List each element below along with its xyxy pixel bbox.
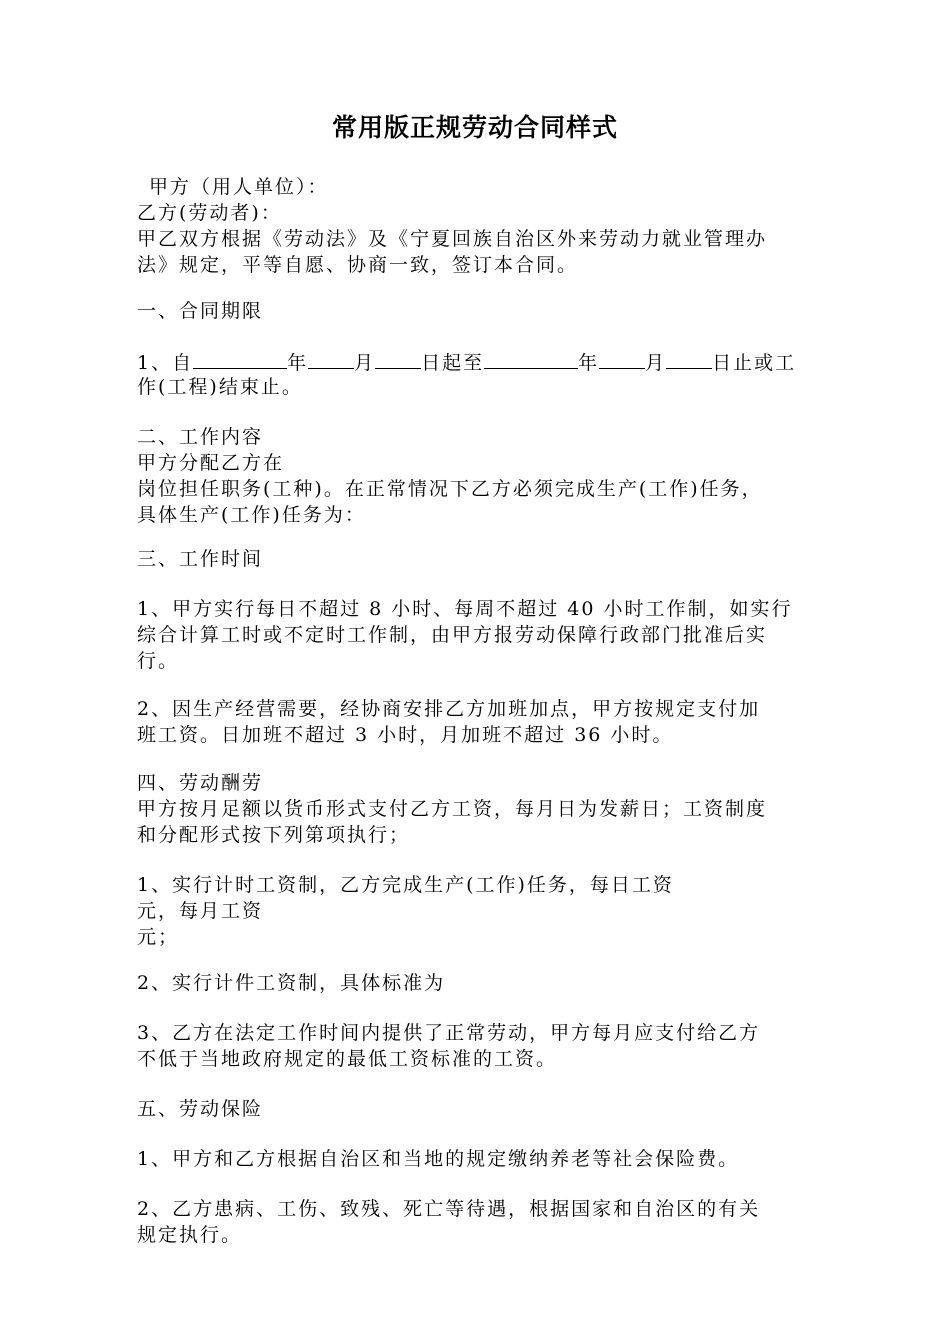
paragraph-line: 规定执行。 — [137, 1224, 243, 1246]
preamble-line-1: 甲乙双方根据《劳动法》及《宁夏回族自治区外来劳动力就业管理办 — [137, 228, 768, 250]
section-1-item-1 — [137, 348, 817, 400]
section-heading: 四、劳动酬劳 — [137, 772, 264, 794]
work-content-line-3: 具体生产(工作)任务为： — [137, 504, 366, 526]
section-3-item-2 — [137, 696, 817, 748]
section-1-heading — [137, 298, 817, 324]
term-prefix: 1、自 — [137, 352, 194, 374]
paragraph-line: 3、乙方在法定工作时间内提供了正常劳动，甲方每月应支付给乙方 — [137, 1022, 761, 1044]
paragraph-line: 班工资。日加班不超过 3 小时，月加班不超过 36 小时。 — [137, 724, 674, 746]
section-5-heading — [137, 1096, 817, 1122]
section-3-item-1 — [137, 596, 817, 674]
paragraph-line: 甲方按月足额以货币形式支付乙方工资，每月日为发薪日；工资制度 — [137, 798, 768, 820]
paragraph-line: 1、实行计时工资制，乙方完成生产(工作)任务，每日工资 — [137, 874, 674, 896]
party-a-line: 甲方（用人单位）： — [149, 176, 329, 198]
end-day-blank[interactable] — [666, 348, 712, 369]
paragraph-line: 2、乙方患病、工伤、致残、死亡等待遇，根据国家和自治区的有关 — [137, 1198, 761, 1220]
preamble-line-2: 法》规定，平等自愿、协商一致，签订本合同。 — [137, 254, 579, 276]
paragraph-line: 2、实行计件工资制，具体标准为 — [137, 972, 446, 994]
start-day-blank[interactable] — [375, 348, 421, 369]
month-label: 月 — [354, 352, 376, 374]
end-year-blank[interactable] — [484, 348, 578, 369]
parties-block — [137, 174, 817, 278]
section-heading: 一、合同期限 — [137, 300, 264, 322]
day-to-label: 日止或工 — [712, 352, 797, 374]
section-4-item-3 — [137, 1020, 817, 1072]
section-5-item-1 — [137, 1146, 817, 1172]
start-year-blank[interactable] — [193, 348, 287, 369]
paragraph-line: 1、甲方和乙方根据自治区和当地的规定缴纳养老等社会保险费。 — [137, 1148, 740, 1170]
section-4-intro — [137, 770, 817, 848]
year-label-2: 年 — [578, 352, 600, 374]
section-4-item-1 — [137, 872, 817, 950]
term-line — [137, 348, 817, 374]
work-content-line-1: 甲方分配乙方在 — [137, 452, 285, 474]
paragraph-line: 行。 — [137, 650, 180, 672]
section-3-heading — [137, 546, 817, 572]
section-heading: 三、工作时间 — [137, 548, 264, 570]
section-heading: 二、工作内容 — [137, 426, 264, 448]
section-5-item-2 — [137, 1196, 817, 1248]
term-line-2: 作(工程)结束止。 — [137, 376, 303, 398]
section-heading: 五、劳动保险 — [137, 1098, 264, 1120]
end-month-blank[interactable] — [599, 348, 645, 369]
month-label-2: 月 — [645, 352, 667, 374]
paragraph-line: 1、甲方实行每日不超过 8 小时、每周不超过 40 小时工作制，如实行 — [137, 598, 793, 620]
work-content-line-2: 岗位担任职务(工种)。在正常情况下乙方必须完成生产(工作)任务， — [137, 478, 763, 500]
section-2 — [137, 424, 817, 528]
paragraph-line: 和分配形式按下列第项执行； — [137, 824, 411, 846]
document-title: 常用版正规劳动合同样式 — [331, 113, 618, 142]
paragraph-line: 2、因生产经营需要，经协商安排乙方加班加点，甲方按规定支付加 — [137, 698, 761, 720]
party-b-line: 乙方(劳动者)： — [137, 202, 282, 224]
paragraph-line: 综合计算工时或不定时工作制，由甲方报劳动保障行政部门批准后实 — [137, 624, 768, 646]
paragraph-line: 元； — [137, 926, 180, 948]
paragraph-line: 不低于当地政府规定的最低工资标准的工资。 — [137, 1048, 558, 1070]
year-label: 年 — [287, 352, 309, 374]
start-month-blank[interactable] — [308, 348, 354, 369]
day-from-label: 日起至 — [421, 352, 485, 374]
paragraph-line: 元，每月工资 — [137, 900, 264, 922]
section-4-item-2 — [137, 970, 817, 996]
